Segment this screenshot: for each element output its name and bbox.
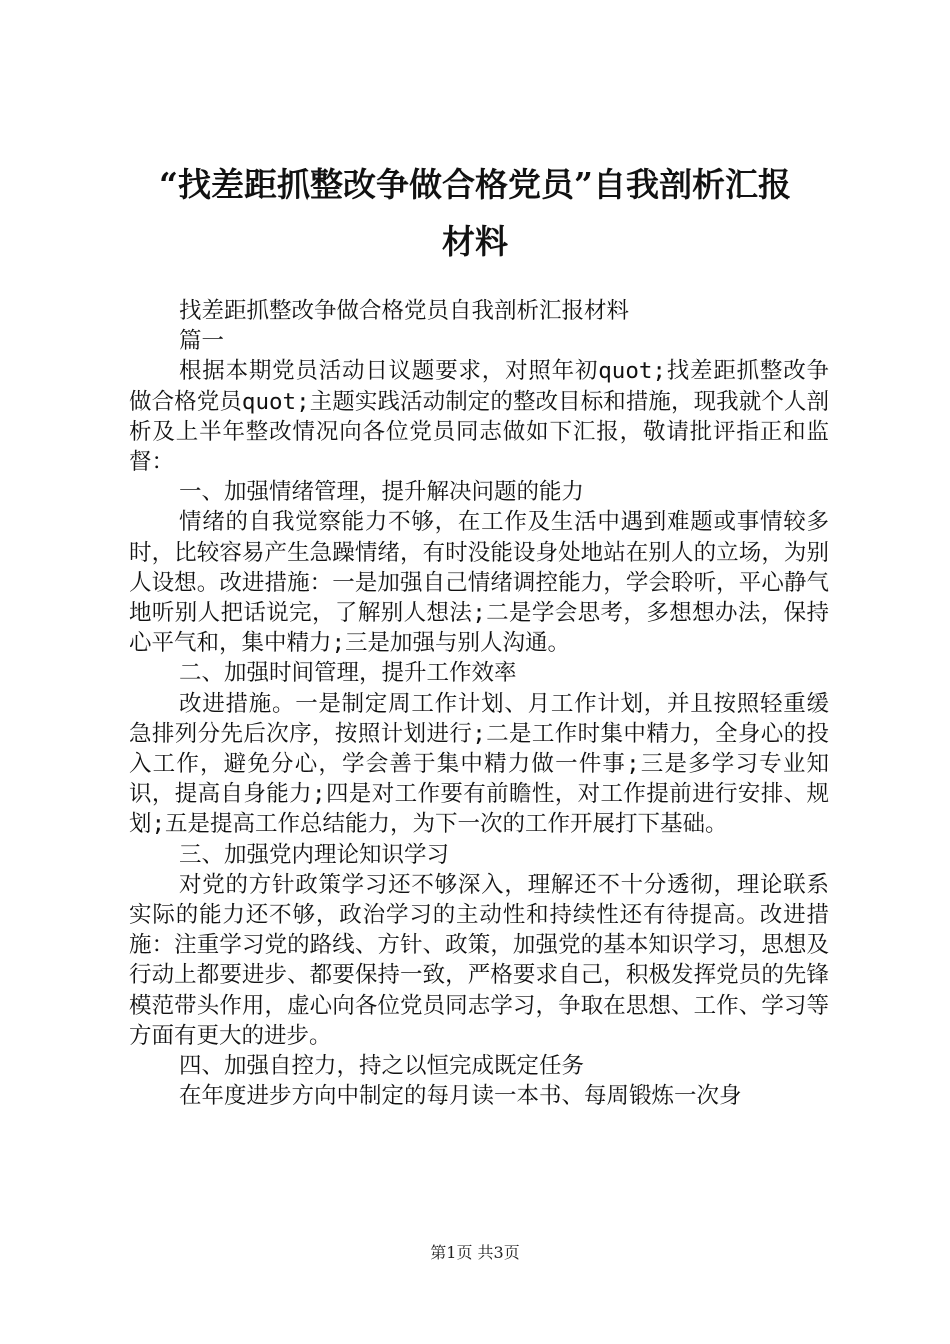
section-heading-1: 一、加强情绪管理，提升解决问题的能力 — [179, 479, 585, 506]
document-title-line1: “找差距抓整改争做合格党员”自我剖析汇报 — [159, 165, 791, 204]
subtitle-paragraph: 找差距抓整改争做合格党员自我剖析汇报材料 — [179, 298, 630, 324]
body-paragraph: 根据本期党员活动日议题要求，对照年初quot;找差距抓整改争做合格党员quot;主题实践活动制定的整改目标和措施，现我就个人剖析及上半年整改情况向各位党员同志做如下汇报，敬请批评指正和监督： — [129, 358, 829, 476]
section-heading-4: 四、加强自控力，持之以恒完成既定任务 — [179, 1053, 585, 1080]
body-paragraph: 对党的方针政策学习还不够深入，理解还不十分透彻，理论联系实际的能力还不够，政治学习的主动性和持续性还有待提高。改进措施：注重学习党的路线、方针、政策，加强党的基本知识学习，思想及行动上都要进步、都要保持一致，严格要求自己，积极发挥党员的先锋模范带头作用，虚心向各位党员同志学习，争取在思想、工作、学习等方面有更大的进步。 — [129, 871, 829, 1049]
body-paragraph: 情绪的自我觉察能力不够，在工作及生活中遇到难题或事情较多时，比较容易产生急躁情绪，有时没能设身处地站在别人的立场，为别人设想。改进措施：一是加强自己情绪调控能力，学会聆听，平心静气地听别人把话说完，了解别人想法;二是学会思考，多想想办法，保持心平气和，集中精力;三是加强与别人沟通。 — [129, 509, 829, 657]
section-label: 篇一 — [179, 328, 225, 355]
document-body — [129, 296, 829, 1111]
document-title-line2: 材料 — [442, 222, 508, 261]
body-paragraph: 在年度进步方向中制定的每月读一本书、每周锻炼一次身 — [179, 1083, 742, 1110]
section-heading-3: 三、加强党内理论知识学习 — [179, 841, 450, 868]
page-footer: 第1页 共3页 — [430, 1243, 520, 1262]
body-paragraph: 改进措施。一是制定周工作计划、月工作计划，并且按照轻重缓急排列分先后次序，按照计划进行;二是工作时集中精力，全身心的投入工作，避免分心，学会善于集中精力做一件事;三是多学习专业知识，提高自身能力;四是对工作要有前瞻性，对工作提前进行安排、规划;五是提高工作总结能力，为下一次的工作开展打下基础。 — [129, 690, 829, 838]
section-heading-2: 二、加强时间管理，提升工作效率 — [179, 660, 517, 687]
